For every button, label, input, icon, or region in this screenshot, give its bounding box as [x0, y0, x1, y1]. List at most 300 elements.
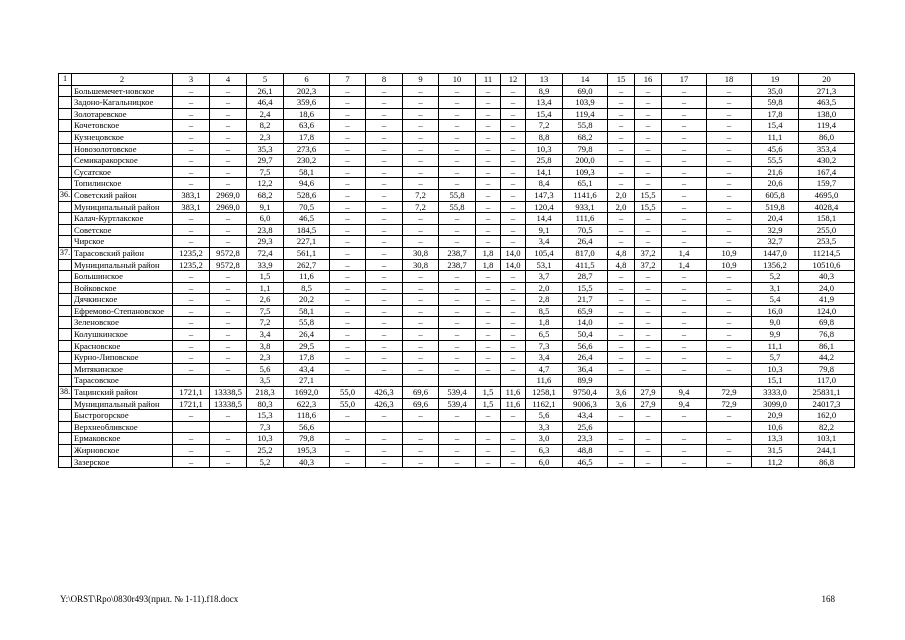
value-cell: 426,3 [366, 387, 403, 399]
column-number-cell: 7 [330, 74, 366, 86]
value-cell: – [439, 305, 476, 317]
value-cell: – [476, 143, 501, 155]
value-cell: – [707, 120, 752, 132]
value-cell: – [366, 201, 403, 213]
value-cell: – [210, 433, 247, 445]
value-cell: 14,0 [563, 317, 608, 329]
value-cell: 195,3 [284, 445, 330, 457]
value-cell: – [403, 329, 439, 341]
value-cell: – [476, 178, 501, 190]
value-cell: 79,8 [563, 143, 608, 155]
value-cell: 17,8 [284, 131, 330, 143]
value-cell: 89,9 [563, 375, 608, 387]
row-index-cell [59, 155, 72, 167]
value-cell: – [439, 178, 476, 190]
value-cell: 103,1 [799, 433, 855, 445]
value-cell: 3,4 [247, 329, 284, 341]
value-cell: 18,6 [284, 108, 330, 120]
value-cell: 5,2 [752, 271, 799, 283]
value-cell: – [210, 236, 247, 248]
value-cell: 68,2 [247, 189, 284, 201]
value-cell: – [439, 329, 476, 341]
value-cell: – [501, 305, 526, 317]
value-cell [608, 421, 635, 433]
value-cell: 37,2 [635, 259, 662, 271]
value-cell: – [366, 189, 403, 201]
value-cell: – [439, 456, 476, 468]
value-cell: 14,0 [501, 247, 526, 259]
value-cell: 255,0 [799, 224, 855, 236]
settlement-name-cell: Тарасовское [72, 375, 173, 387]
value-cell: – [330, 131, 366, 143]
value-cell: – [501, 108, 526, 120]
value-cell: 55,8 [439, 189, 476, 201]
value-cell: 426,3 [366, 398, 403, 410]
value-cell: 1356,2 [752, 259, 799, 271]
value-cell: 28,7 [563, 271, 608, 283]
value-cell: 109,3 [563, 166, 608, 178]
value-cell: – [476, 282, 501, 294]
value-cell: 10510,6 [799, 259, 855, 271]
value-cell: 32,9 [752, 224, 799, 236]
value-cell: – [635, 178, 662, 190]
value-cell: – [707, 236, 752, 248]
value-cell: – [707, 271, 752, 283]
row-index-cell [59, 340, 72, 352]
value-cell: – [635, 363, 662, 375]
row-index-cell [59, 224, 72, 236]
value-cell: – [173, 340, 210, 352]
value-cell: 26,4 [563, 352, 608, 364]
value-cell: – [330, 189, 366, 201]
value-cell: 15,5 [563, 282, 608, 294]
value-cell: 44,2 [799, 352, 855, 364]
row-index-cell [59, 213, 72, 225]
value-cell: – [608, 166, 635, 178]
value-cell: 35,0 [752, 85, 799, 97]
value-cell: – [662, 189, 707, 201]
value-cell: – [476, 213, 501, 225]
value-cell: – [366, 108, 403, 120]
value-cell: – [635, 282, 662, 294]
value-cell: – [330, 445, 366, 457]
value-cell: – [501, 189, 526, 201]
value-cell [330, 421, 366, 433]
settlement-name-cell: Чирское [72, 236, 173, 248]
value-cell: 70,5 [563, 224, 608, 236]
value-cell [366, 421, 403, 433]
value-cell: 26,4 [284, 329, 330, 341]
value-cell: 262,7 [284, 259, 330, 271]
value-cell: – [608, 120, 635, 132]
value-cell: – [210, 224, 247, 236]
value-cell: – [476, 166, 501, 178]
value-cell: – [608, 410, 635, 422]
row-index-cell: 38. [59, 387, 72, 399]
value-cell: – [635, 213, 662, 225]
value-cell: 7,2 [247, 317, 284, 329]
column-number-cell: 14 [563, 74, 608, 86]
value-cell: 35,3 [247, 143, 284, 155]
value-cell: 9,4 [662, 398, 707, 410]
row-index-cell [59, 456, 72, 468]
value-cell: 15,3 [247, 410, 284, 422]
table-row [59, 340, 855, 352]
value-cell: – [366, 259, 403, 271]
value-cell [608, 375, 635, 387]
value-cell: 202,3 [284, 85, 330, 97]
value-cell: – [501, 363, 526, 375]
value-cell: 8,5 [526, 305, 563, 317]
value-cell: – [403, 352, 439, 364]
value-cell: 69,6 [403, 387, 439, 399]
settlement-name-cell: Задоно-Кагальницкое [72, 97, 173, 109]
value-cell: 6,5 [526, 329, 563, 341]
value-cell: – [210, 178, 247, 190]
value-cell: – [210, 352, 247, 364]
value-cell: – [173, 294, 210, 306]
value-cell: 6,0 [247, 213, 284, 225]
value-cell: 55,0 [330, 387, 366, 399]
value-cell: – [608, 108, 635, 120]
value-cell: 27,9 [635, 387, 662, 399]
row-index-cell [59, 433, 72, 445]
value-cell: 9006,3 [563, 398, 608, 410]
value-cell: – [330, 247, 366, 259]
value-cell: – [608, 317, 635, 329]
value-cell: 3,1 [752, 282, 799, 294]
settlement-name-cell: Кочетовское [72, 120, 173, 132]
value-cell: – [662, 363, 707, 375]
value-cell: 147,3 [526, 189, 563, 201]
value-cell: 271,3 [799, 85, 855, 97]
column-number-cell: 4 [210, 74, 247, 86]
value-cell: – [635, 224, 662, 236]
value-cell: – [210, 410, 247, 422]
value-cell: – [662, 305, 707, 317]
value-cell: 25,6 [563, 421, 608, 433]
value-cell: 8,4 [526, 178, 563, 190]
value-cell: – [707, 166, 752, 178]
value-cell: – [501, 294, 526, 306]
value-cell [476, 421, 501, 433]
value-cell: 69,6 [403, 398, 439, 410]
value-cell: – [210, 97, 247, 109]
value-cell: – [403, 120, 439, 132]
value-cell: 13,3 [752, 433, 799, 445]
value-cell: 30,8 [403, 247, 439, 259]
value-cell: – [403, 445, 439, 457]
value-cell: – [608, 329, 635, 341]
value-cell: 17,8 [284, 352, 330, 364]
value-cell: – [707, 85, 752, 97]
value-cell: 72,4 [247, 247, 284, 259]
value-cell: 159,7 [799, 178, 855, 190]
value-cell: 86,8 [799, 456, 855, 468]
settlement-name-cell: Жирновское [72, 445, 173, 457]
value-cell: 58,1 [284, 305, 330, 317]
settlement-name-cell: Муниципальный район [72, 398, 173, 410]
value-cell: 2,4 [247, 108, 284, 120]
value-cell: 218,3 [247, 387, 284, 399]
value-cell: 14,4 [526, 213, 563, 225]
value-cell: – [366, 305, 403, 317]
value-cell: – [439, 85, 476, 97]
value-cell: – [210, 294, 247, 306]
value-cell: 200,0 [563, 155, 608, 167]
value-cell: 1235,2 [173, 259, 210, 271]
value-cell: – [210, 131, 247, 143]
value-cell: – [330, 363, 366, 375]
value-cell: – [366, 456, 403, 468]
value-cell: 16,0 [752, 305, 799, 317]
value-cell: – [662, 433, 707, 445]
value-cell: – [707, 201, 752, 213]
value-cell: – [608, 456, 635, 468]
value-cell: 59,8 [752, 97, 799, 109]
value-cell: 33,9 [247, 259, 284, 271]
value-cell: 9,1 [247, 201, 284, 213]
value-cell: 8,5 [284, 282, 330, 294]
value-cell: – [501, 352, 526, 364]
value-cell: 359,6 [284, 97, 330, 109]
value-cell: – [662, 108, 707, 120]
settlement-name-cell: Муниципальный район [72, 259, 173, 271]
value-cell: 70,5 [284, 201, 330, 213]
value-cell: 40,3 [799, 271, 855, 283]
value-cell: – [366, 445, 403, 457]
value-cell: – [366, 178, 403, 190]
value-cell: – [403, 131, 439, 143]
value-cell [403, 421, 439, 433]
row-index-cell [59, 236, 72, 248]
value-cell: – [476, 85, 501, 97]
value-cell: 120,4 [526, 201, 563, 213]
value-cell [476, 375, 501, 387]
row-index-cell [59, 375, 72, 387]
table-body [59, 74, 855, 468]
row-index-cell [59, 201, 72, 213]
value-cell: 31,5 [752, 445, 799, 457]
value-cell: 158,1 [799, 213, 855, 225]
row-index-cell [59, 363, 72, 375]
settlement-name-cell: Большемечет-новское [72, 85, 173, 97]
value-cell: 2969,0 [210, 201, 247, 213]
value-cell: 25831,1 [799, 387, 855, 399]
value-cell: – [476, 433, 501, 445]
value-cell: – [366, 166, 403, 178]
row-index-cell [59, 445, 72, 457]
value-cell: 103,9 [563, 97, 608, 109]
value-cell: – [439, 166, 476, 178]
value-cell: 43,4 [563, 410, 608, 422]
settlement-name-cell: Зазерское [72, 456, 173, 468]
settlement-name-cell: Муниципальный район [72, 201, 173, 213]
value-cell: 82,2 [799, 421, 855, 433]
value-cell: – [476, 131, 501, 143]
value-cell: 3,8 [247, 340, 284, 352]
value-cell: 162,0 [799, 410, 855, 422]
value-cell: – [366, 247, 403, 259]
value-cell: 430,2 [799, 155, 855, 167]
value-cell: – [439, 363, 476, 375]
value-cell: 238,7 [439, 247, 476, 259]
value-cell: 23,8 [247, 224, 284, 236]
value-cell: – [476, 271, 501, 283]
value-cell [173, 375, 210, 387]
value-cell: – [707, 224, 752, 236]
value-cell: – [173, 85, 210, 97]
value-cell: 15,4 [752, 120, 799, 132]
value-cell: – [501, 282, 526, 294]
value-cell: – [366, 410, 403, 422]
value-cell: – [608, 305, 635, 317]
value-cell: – [476, 340, 501, 352]
value-cell: – [439, 410, 476, 422]
value-cell: 55,8 [284, 317, 330, 329]
value-cell: – [439, 108, 476, 120]
column-number-cell: 1 [59, 74, 72, 86]
row-index-cell [59, 120, 72, 132]
value-cell: 7,2 [526, 120, 563, 132]
value-cell: 55,0 [330, 398, 366, 410]
value-cell: – [173, 120, 210, 132]
value-cell: – [501, 317, 526, 329]
value-cell: – [210, 108, 247, 120]
value-cell: 7,5 [247, 305, 284, 317]
value-cell: – [662, 155, 707, 167]
value-cell: 32,7 [752, 236, 799, 248]
value-cell: 20,2 [284, 294, 330, 306]
value-cell: 15,5 [635, 201, 662, 213]
value-cell [707, 375, 752, 387]
value-cell: 1721,1 [173, 398, 210, 410]
value-cell: – [173, 108, 210, 120]
value-cell: 2,3 [247, 352, 284, 364]
value-cell: – [707, 445, 752, 457]
row-index-cell [59, 329, 72, 341]
column-number-cell: 13 [526, 74, 563, 86]
value-cell: – [501, 445, 526, 457]
value-cell: 45,6 [752, 143, 799, 155]
value-cell: – [173, 282, 210, 294]
value-cell: – [403, 155, 439, 167]
settlement-name-cell: Быстрогорское [72, 410, 173, 422]
value-cell: 65,9 [563, 305, 608, 317]
value-cell: – [403, 143, 439, 155]
value-cell: – [403, 271, 439, 283]
value-cell: – [635, 166, 662, 178]
value-cell: 227,1 [284, 236, 330, 248]
value-cell: 4695,0 [799, 189, 855, 201]
value-cell: 26,4 [563, 236, 608, 248]
value-cell: 5,4 [752, 294, 799, 306]
value-cell: – [662, 271, 707, 283]
value-cell: 411,5 [563, 259, 608, 271]
value-cell: – [501, 155, 526, 167]
column-number-cell: 8 [366, 74, 403, 86]
value-cell: – [662, 410, 707, 422]
column-number-cell: 2 [72, 74, 173, 86]
value-cell: 11,6 [501, 398, 526, 410]
value-cell: 9,4 [662, 387, 707, 399]
value-cell: – [635, 329, 662, 341]
value-cell: 1258,1 [526, 387, 563, 399]
value-cell: – [330, 305, 366, 317]
value-cell: 6,0 [526, 456, 563, 468]
value-cell: – [366, 340, 403, 352]
value-cell: 10,3 [247, 433, 284, 445]
value-cell: – [635, 305, 662, 317]
value-cell: – [476, 201, 501, 213]
table-row [59, 236, 855, 248]
value-cell: – [330, 433, 366, 445]
value-cell: – [476, 120, 501, 132]
value-cell: – [366, 236, 403, 248]
value-cell: – [501, 143, 526, 155]
table-row [59, 317, 855, 329]
settlement-name-cell: Семикаракорское [72, 155, 173, 167]
value-cell: – [439, 340, 476, 352]
value-cell: – [330, 271, 366, 283]
value-cell: 3,6 [608, 398, 635, 410]
value-cell: 25,2 [247, 445, 284, 457]
value-cell: – [366, 143, 403, 155]
value-cell: – [608, 155, 635, 167]
value-cell: 539,4 [439, 387, 476, 399]
settlement-name-cell: Ермаковское [72, 433, 173, 445]
table-row [59, 375, 855, 387]
value-cell: 273,6 [284, 143, 330, 155]
value-cell: – [662, 236, 707, 248]
value-cell: – [210, 213, 247, 225]
value-cell: 72,9 [707, 387, 752, 399]
value-cell: 5,7 [752, 352, 799, 364]
column-number-cell: 19 [752, 74, 799, 86]
value-cell: – [501, 410, 526, 422]
value-cell: 24,0 [799, 282, 855, 294]
table-row [59, 410, 855, 422]
value-cell: – [707, 340, 752, 352]
value-cell: 2969,0 [210, 189, 247, 201]
settlement-name-cell: Верхнеобливское [72, 421, 173, 433]
column-number-cell: 9 [403, 74, 439, 86]
value-cell [439, 421, 476, 433]
value-cell: 56,6 [563, 340, 608, 352]
value-cell: 3,5 [247, 375, 284, 387]
value-cell: 48,8 [563, 445, 608, 457]
column-number-cell: 17 [662, 74, 707, 86]
row-index-cell [59, 305, 72, 317]
column-number-cell: 20 [799, 74, 855, 86]
value-cell: – [366, 433, 403, 445]
value-cell: – [403, 305, 439, 317]
value-cell: – [173, 410, 210, 422]
row-index-cell [59, 143, 72, 155]
settlement-name-cell: Калач-Куртлакское [72, 213, 173, 225]
value-cell: 9,9 [752, 329, 799, 341]
footer-page-number: 168 [821, 594, 835, 604]
value-cell: – [210, 317, 247, 329]
value-cell: 1,8 [526, 317, 563, 329]
value-cell: 7,2 [403, 201, 439, 213]
settlement-name-cell: Митякинское [72, 363, 173, 375]
value-cell: – [403, 108, 439, 120]
value-cell [330, 375, 366, 387]
column-number-cell: 18 [707, 74, 752, 86]
value-cell: – [173, 363, 210, 375]
value-cell: 1692,0 [284, 387, 330, 399]
